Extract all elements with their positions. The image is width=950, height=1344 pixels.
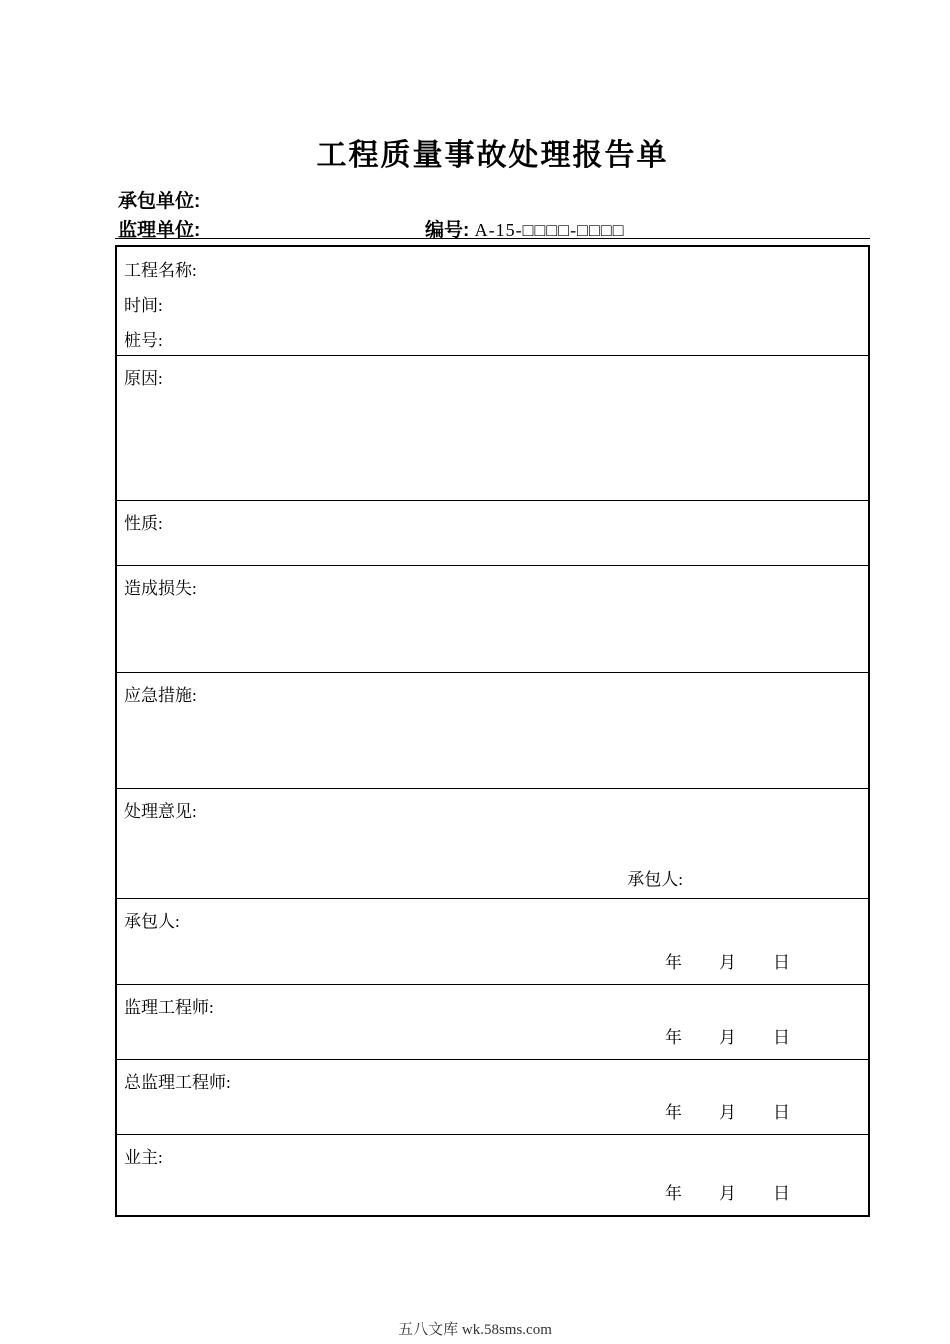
handling-opinion-label: 处理意见: — [124, 802, 197, 821]
month-label: 月 — [719, 1103, 736, 1122]
month-label: 月 — [719, 1028, 736, 1047]
day-label: 日 — [773, 1184, 790, 1203]
nature-label: 性质: — [124, 514, 163, 533]
watermark-text: 五八文库 wk.58sms.com — [398, 1322, 552, 1338]
cause-row — [117, 356, 868, 501]
supervising-engineer-label: 监理工程师: — [124, 998, 214, 1017]
pile-number-label: 桩号: — [124, 331, 163, 350]
number-value: A-15-□□□□-□□□□ — [474, 220, 625, 240]
chief-supervising-engineer-label: 总监理工程师: — [124, 1073, 231, 1092]
year-label: 年 — [665, 953, 682, 972]
loss-row — [117, 566, 868, 673]
day-label: 日 — [773, 1103, 790, 1122]
day-label: 日 — [773, 953, 790, 972]
loss-label: 造成损失: — [124, 579, 197, 598]
emergency-measures-label: 应急措施: — [124, 686, 197, 705]
contractor-date-line — [665, 948, 790, 973]
watermark-footer — [0, 1318, 950, 1339]
handling-opinion-row — [117, 789, 868, 899]
supervising-engineer-date-line — [665, 1023, 790, 1048]
time-label: 时间: — [124, 296, 163, 315]
project-name-label: 工程名称: — [124, 261, 197, 280]
owner-signature-row — [117, 1135, 868, 1215]
year-label: 年 — [665, 1184, 682, 1203]
contractor-unit-line — [118, 186, 200, 213]
project-info-labels — [117, 247, 868, 358]
emergency-measures-row — [117, 673, 868, 789]
project-info-row — [117, 247, 868, 356]
month-label: 月 — [719, 953, 736, 972]
owner-signature-label: 业主: — [124, 1148, 163, 1167]
number-label: 编号: — [425, 220, 470, 241]
header-divider — [115, 238, 870, 239]
chief-engineer-date-line — [665, 1098, 790, 1123]
contractor-unit-label: 承包单位: — [118, 191, 201, 212]
nature-row — [117, 501, 868, 566]
chief-supervising-engineer-row — [117, 1060, 868, 1135]
cause-label: 原因: — [124, 369, 163, 388]
supervisor-unit-label: 监理单位: — [118, 220, 201, 241]
month-label: 月 — [719, 1184, 736, 1203]
page-title: 工程质量事故处理报告单 — [316, 139, 669, 172]
year-label: 年 — [665, 1103, 682, 1122]
report-form-table — [115, 245, 870, 1217]
supervising-engineer-row — [117, 985, 868, 1060]
day-label: 日 — [773, 1028, 790, 1047]
opinion-contractor-label: 承包人: — [627, 870, 683, 889]
year-label: 年 — [665, 1028, 682, 1047]
owner-date-line — [665, 1179, 790, 1204]
contractor-signature-row — [117, 899, 868, 985]
contractor-signature-label: 承包人: — [124, 912, 180, 931]
